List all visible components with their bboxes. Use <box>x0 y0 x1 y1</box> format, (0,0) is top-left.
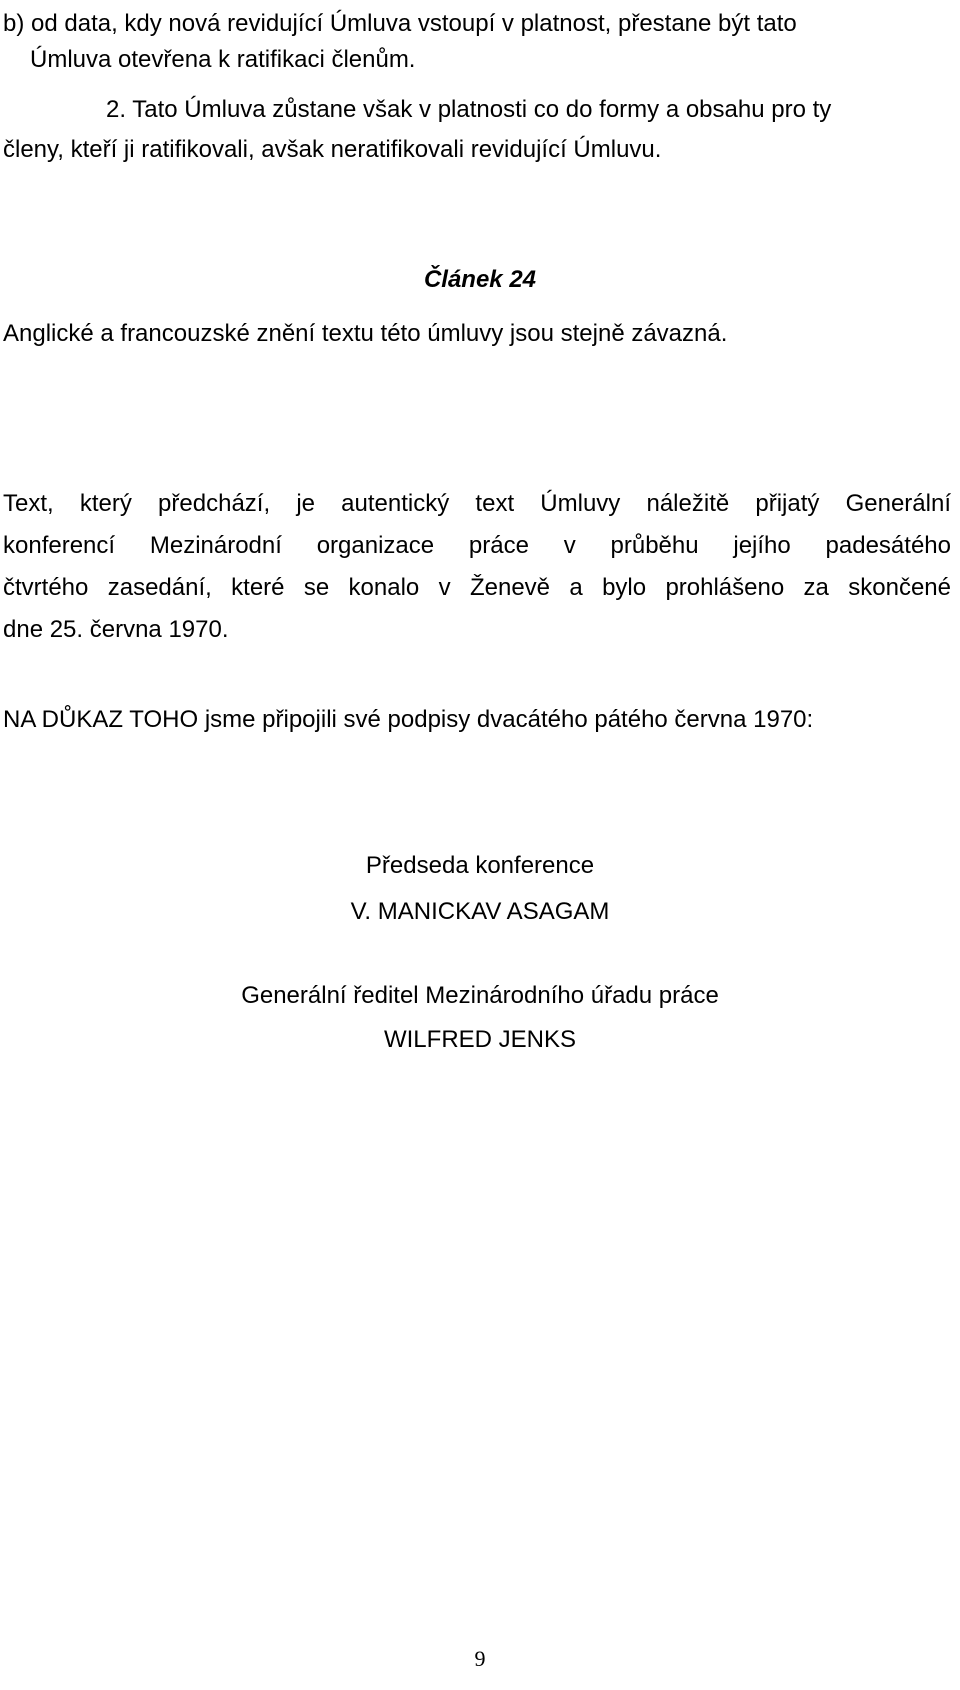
witness-line: NA DŮKAZ TOHO jsme připojili své podpisy dvacátého pátého června 1970: <box>3 706 814 733</box>
article-text-line: Anglické a francouzské znění textu této úmluvy jsou stejně závazná. <box>3 320 728 347</box>
page-number: 9 <box>474 1646 486 1671</box>
article-text <box>3 316 951 352</box>
paragraph-line: Text, který předchází, je autentický text Úmluvy náležitě přijatý Generální <box>3 490 951 517</box>
intro-line-2: Úmluva otevřena k ratifikaci členům. <box>30 46 416 73</box>
paragraph-line: čtvrtého zasedání, které se konalo v Ženevě a bylo prohlášeno za skončené <box>3 574 951 601</box>
authentic-text-paragraph <box>3 486 951 648</box>
director-title: Generální ředitel Mezinárodního úřadu práce <box>241 982 719 1009</box>
president-name: V. MANICKAV ASAGAM <box>350 898 610 925</box>
witness-clause <box>3 702 951 738</box>
intro-line-3: 2. Tato Úmluva zůstane však v platnosti co do formy a obsahu pro ty <box>106 96 832 123</box>
intro-section <box>3 6 951 168</box>
paragraph-line: dne 25. června 1970. <box>3 616 229 643</box>
paragraph-line: konferencí Mezinárodní organizace práce v průběhu jejího padesátého <box>3 532 951 559</box>
director-name: WILFRED JENKS <box>383 1026 577 1053</box>
intro-line-4: členy, kteří ji ratifikovali, avšak neratifikovali revidující Úmluvu. <box>3 136 662 163</box>
president-title: Předseda konference <box>365 852 595 879</box>
article-heading: Článek 24 <box>423 266 537 293</box>
intro-line-1: b) od data, kdy nová revidující Úmluva vstoupí v platnost, přestane být tato <box>3 10 797 37</box>
